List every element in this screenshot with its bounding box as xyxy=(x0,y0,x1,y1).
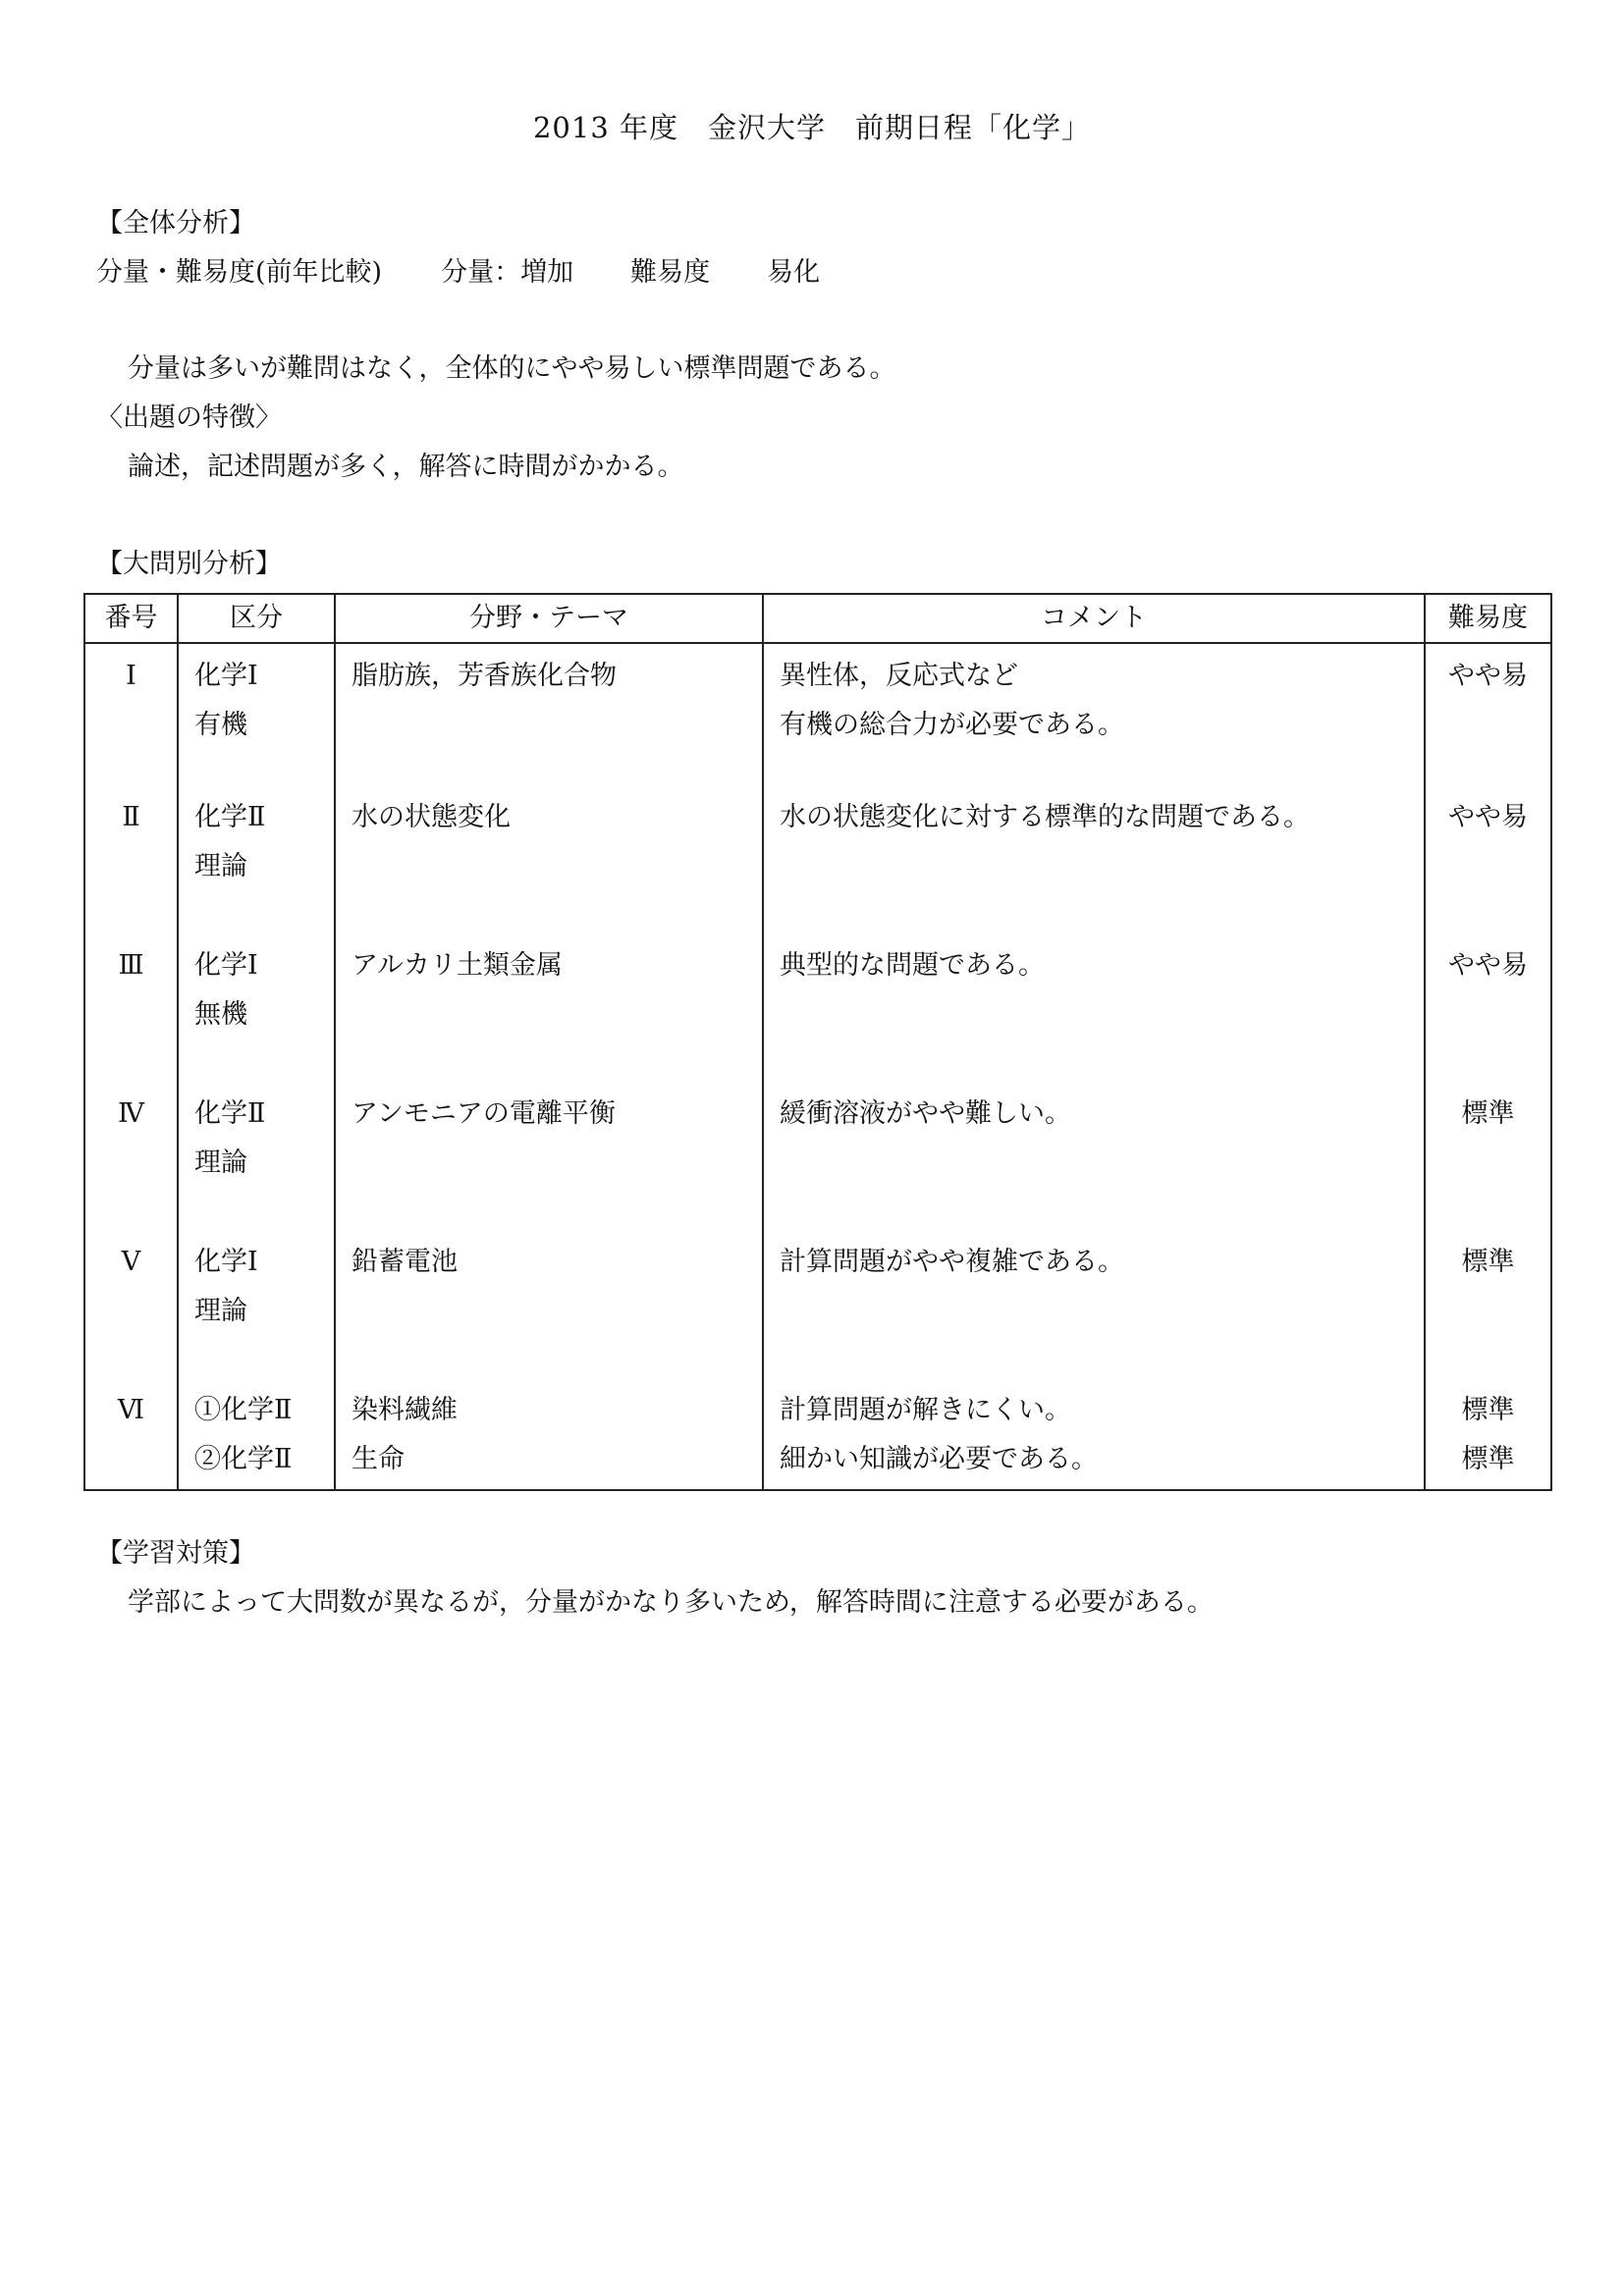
difficulty-line: やや易 xyxy=(1448,802,1528,832)
question-comment xyxy=(763,1384,1425,1490)
comment-line: 計算問題がやや複雑である。 xyxy=(780,1247,1124,1277)
category-line: 無機 xyxy=(194,999,247,1030)
features-heading: 〈出題の特徴〉 xyxy=(96,402,282,433)
category-line: ①化学Ⅱ xyxy=(194,1395,293,1425)
category-line: 化学Ⅰ xyxy=(194,1247,258,1277)
question-number xyxy=(84,1384,178,1490)
column-header-comment: コメント xyxy=(763,594,1425,643)
table-row xyxy=(84,791,1551,939)
difficulty-line: やや易 xyxy=(1448,950,1528,981)
question-difficulty xyxy=(1425,939,1551,1088)
category-line: 理論 xyxy=(194,851,247,881)
field-line: 鉛蓄電池 xyxy=(352,1247,458,1277)
question-number xyxy=(84,939,178,1088)
question-difficulty xyxy=(1425,1088,1551,1236)
question-number-text: Ⅵ xyxy=(117,1395,145,1425)
difficulty-line: 標準 xyxy=(1461,1444,1515,1474)
question-field xyxy=(335,1384,763,1490)
category-line: ②化学Ⅱ xyxy=(194,1444,293,1474)
category-line: 化学Ⅰ xyxy=(194,950,258,981)
difficulty-line: 標準 xyxy=(1461,1098,1515,1129)
question-field xyxy=(335,1088,763,1236)
category-line: 有機 xyxy=(194,710,247,740)
field-line: 染料繊維 xyxy=(352,1395,458,1425)
category-line: 化学Ⅰ xyxy=(194,661,258,691)
question-category xyxy=(178,1384,335,1490)
table-row xyxy=(84,643,1551,791)
volume-difficulty-line xyxy=(96,255,820,291)
study-heading: 【学習対策】 xyxy=(96,1538,255,1569)
page-title: 2013 年度 金沢大学 前期日程「化学」 xyxy=(532,111,1092,144)
question-category xyxy=(178,1088,335,1236)
breakdown-heading: 【大問別分析】 xyxy=(96,549,282,579)
question-field xyxy=(335,1236,763,1384)
volume-value: 分量：増加 xyxy=(441,257,574,288)
comment-line: 細かい知識が必要である。 xyxy=(780,1444,1098,1474)
question-number-text: Ⅴ xyxy=(121,1247,141,1277)
question-category xyxy=(178,939,335,1088)
question-field xyxy=(335,791,763,939)
column-header-number: 番号 xyxy=(84,594,178,643)
breakdown-table xyxy=(83,593,1552,1491)
comment-line: 典型的な問題である。 xyxy=(780,950,1045,981)
question-number xyxy=(84,643,178,791)
question-comment xyxy=(763,643,1425,791)
field-line: 水の状態変化 xyxy=(352,802,511,832)
ratio-label: 分量・難易度(前年比較) xyxy=(96,257,383,288)
question-number-text: Ⅱ xyxy=(122,802,140,832)
field-line: アンモニアの電離平衡 xyxy=(352,1098,616,1129)
comment-line: 計算問題が解きにくい。 xyxy=(780,1395,1071,1425)
question-difficulty xyxy=(1425,791,1551,939)
difficulty-value: 易化 xyxy=(767,257,821,288)
table-header-row xyxy=(84,594,1551,643)
question-comment xyxy=(763,939,1425,1088)
table-row xyxy=(84,1088,1551,1236)
column-header-difficulty: 難易度 xyxy=(1425,594,1551,643)
question-comment xyxy=(763,1236,1425,1384)
column-header-category: 区分 xyxy=(178,594,335,643)
table-row xyxy=(84,1384,1551,1490)
comment-line: 緩衝溶液がやや難しい。 xyxy=(780,1098,1071,1129)
field-line: アルカリ土類金属 xyxy=(352,950,563,981)
question-category xyxy=(178,791,335,939)
overall-summary: 分量は多いが難問はなく，全体的にやや易しい標準問題である。 xyxy=(128,353,896,384)
question-difficulty xyxy=(1425,1384,1551,1490)
question-field xyxy=(335,643,763,791)
difficulty-label: 難易度 xyxy=(630,257,711,288)
category-line: 理論 xyxy=(194,1148,247,1178)
question-category xyxy=(178,1236,335,1384)
question-number-text: Ⅳ xyxy=(118,1098,144,1129)
question-number-text: Ⅰ xyxy=(126,661,136,691)
comment-line: 有機の総合力が必要である。 xyxy=(780,710,1124,740)
question-number-text: Ⅲ xyxy=(118,950,144,981)
question-comment xyxy=(763,791,1425,939)
question-comment xyxy=(763,1088,1425,1236)
question-difficulty xyxy=(1425,1236,1551,1384)
difficulty-line: やや易 xyxy=(1448,661,1528,691)
question-category xyxy=(178,643,335,791)
question-number xyxy=(84,1088,178,1236)
study-text: 学部によって大問数が異なるが，分量がかなり多いため，解答時間に注意する必要がある。 xyxy=(128,1587,1214,1618)
features-text: 論述，記述問題が多く，解答に時間がかかる。 xyxy=(128,452,684,482)
question-number xyxy=(84,791,178,939)
field-line: 脂肪族，芳香族化合物 xyxy=(352,661,617,691)
table-row xyxy=(84,939,1551,1088)
column-header-field: 分野・テーマ xyxy=(335,594,763,643)
field-line: 生命 xyxy=(352,1444,405,1474)
question-difficulty xyxy=(1425,643,1551,791)
comment-line: 異性体，反応式など xyxy=(780,661,1018,691)
table-row xyxy=(84,1236,1551,1384)
category-line: 化学Ⅱ xyxy=(194,1098,266,1129)
category-line: 理論 xyxy=(194,1296,247,1326)
difficulty-line: 標準 xyxy=(1461,1247,1515,1277)
category-line: 化学Ⅱ xyxy=(194,802,266,832)
overall-heading: 【全体分析】 xyxy=(96,208,255,239)
difficulty-line: 標準 xyxy=(1461,1395,1515,1425)
comment-line: 水の状態変化に対する標準的な問題である。 xyxy=(780,802,1310,832)
question-field xyxy=(335,939,763,1088)
question-number xyxy=(84,1236,178,1384)
